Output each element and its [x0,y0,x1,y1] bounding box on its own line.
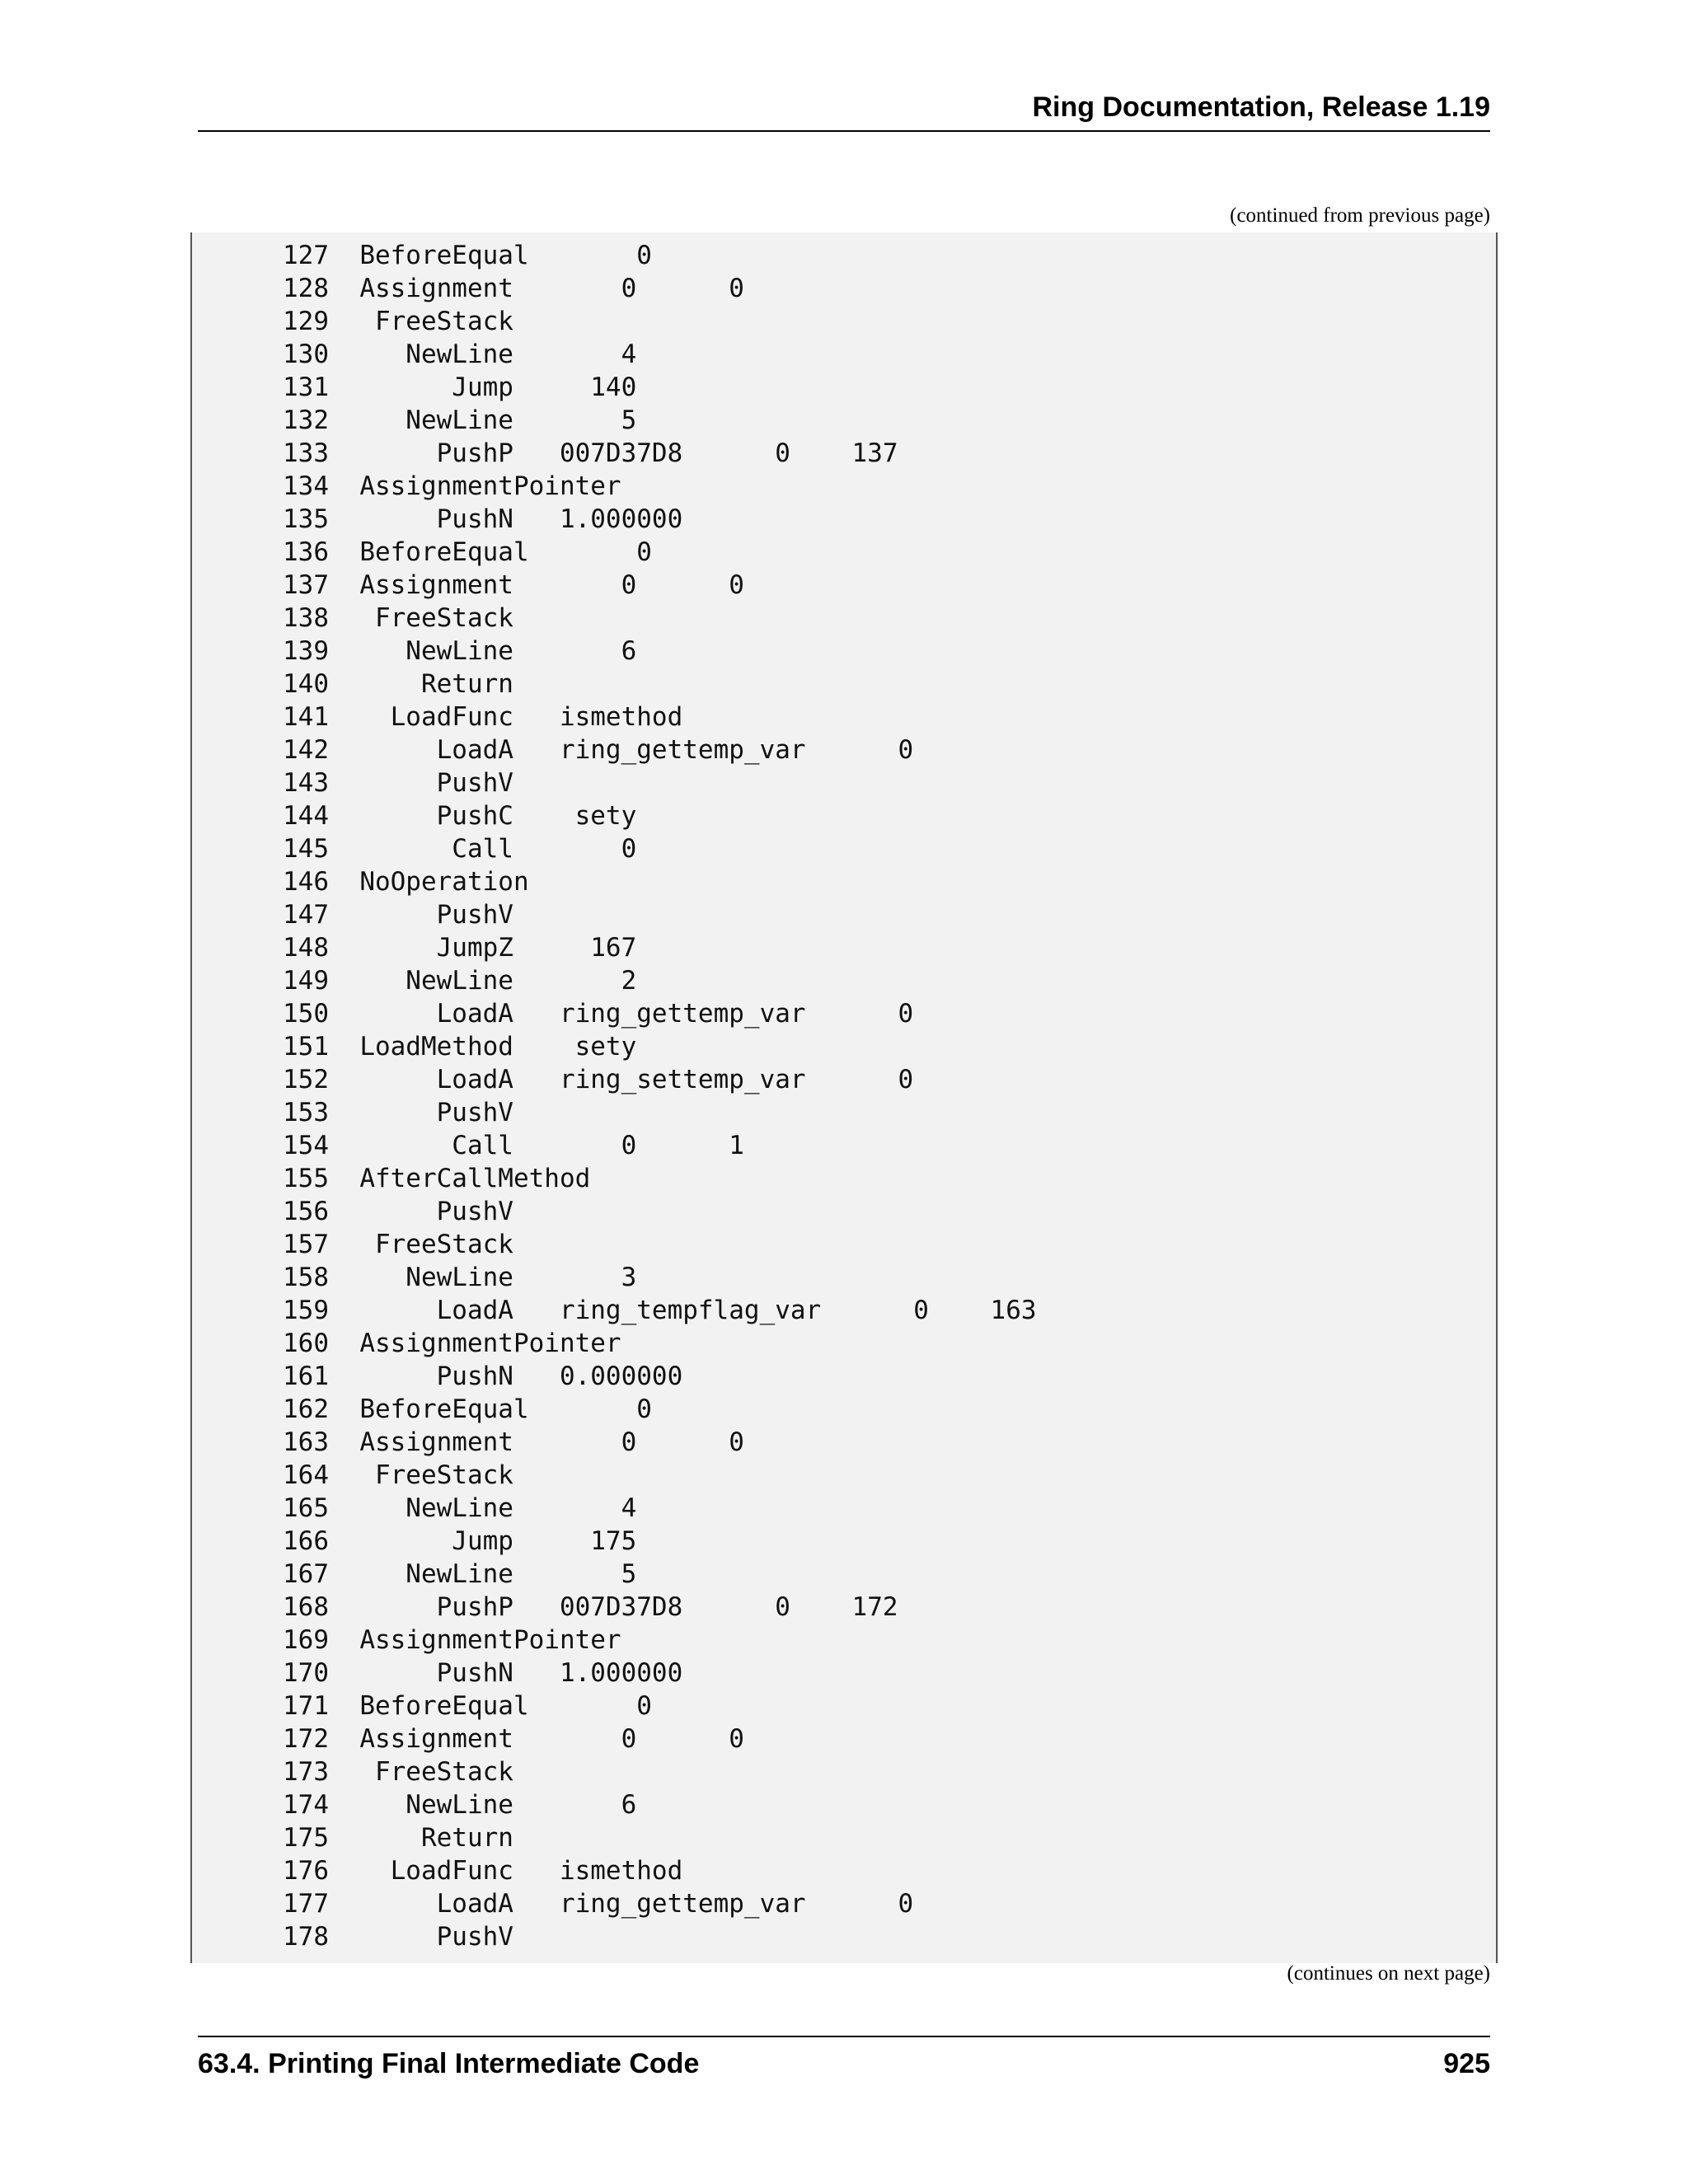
code-line: 157 FreeStack [283,1230,513,1259]
code-line: 134 AssignmentPointer [283,471,621,501]
code-line: 171 BeforeEqual 0 [283,1691,652,1721]
code-line: 163 Assignment 0 0 [283,1427,744,1457]
code-line: 176 LoadFunc ismethod [283,1856,683,1886]
code-line: 141 LoadFunc ismethod [283,702,683,732]
page-header [198,91,1490,132]
code-line: 138 FreeStack [283,603,513,633]
code-line: 129 FreeStack [283,307,513,336]
section-title: 63.4. Printing Final Intermediate Code [198,2048,700,2079]
code-line: 178 PushV [283,1922,513,1952]
page-footer [198,2036,1490,2080]
code-line: 130 NewLine 4 [283,340,637,369]
code-line: 165 NewLine 4 [283,1493,637,1523]
code-line: 159 LoadA ring_tempflag_var 0 163 [283,1296,1037,1325]
code-line: 127 BeforeEqual 0 [283,241,652,270]
code-line: 164 FreeStack [283,1460,513,1490]
code-line: 160 AssignmentPointer [283,1329,621,1358]
code-block [190,232,1498,1963]
continued-from-previous-note: (continued from previous page) [1230,204,1490,227]
code-line: 145 Call 0 [283,834,637,864]
page-number: 925 [1443,2048,1490,2079]
code-line: 136 BeforeEqual 0 [283,537,652,567]
code-line: 175 Return [283,1823,513,1853]
code-line: 151 LoadMethod sety [283,1032,637,1062]
code-line: 177 LoadA ring_gettemp_var 0 [283,1889,914,1919]
code-line: 174 NewLine 6 [283,1790,637,1820]
code-line: 137 Assignment 0 0 [283,570,744,600]
code-line: 169 AssignmentPointer [283,1625,621,1655]
code-line: 150 LoadA ring_gettemp_var 0 [283,999,914,1029]
code-line: 167 NewLine 5 [283,1559,637,1589]
code-line: 128 Assignment 0 0 [283,274,744,303]
code-line: 142 LoadA ring_gettemp_var 0 [283,735,914,765]
code-line: 158 NewLine 3 [283,1263,637,1292]
code-line: 144 PushC sety [283,801,637,831]
code-line: 172 Assignment 0 0 [283,1724,744,1754]
code-line: 155 AfterCallMethod [283,1164,591,1193]
code-line: 139 NewLine 6 [283,636,637,666]
code-line: 153 PushV [283,1098,513,1127]
code-line: 154 Call 0 1 [283,1131,744,1160]
code-line: 149 NewLine 2 [283,966,637,996]
code-line: 133 PushP 007D37D8 0 137 [283,438,898,468]
code-line: 147 PushV [283,900,513,930]
code-line: 135 PushN 1.000000 [283,504,683,534]
code-line: 152 LoadA ring_settemp_var 0 [283,1065,914,1094]
code-line: 170 PushN 1.000000 [283,1658,683,1688]
code-lines [192,239,1496,1953]
code-line: 143 PushV [283,768,513,798]
code-line: 146 NoOperation [283,867,529,897]
code-line: 162 BeforeEqual 0 [283,1394,652,1424]
code-line: 168 PushP 007D37D8 0 172 [283,1592,898,1622]
code-line: 140 Return [283,669,513,699]
code-line: 173 FreeStack [283,1757,513,1787]
code-line: 131 Jump 140 [283,373,637,402]
code-line: 156 PushV [283,1197,513,1226]
code-line: 132 NewLine 5 [283,405,637,435]
code-line: 166 Jump 175 [283,1526,637,1556]
continues-on-next-note: (continues on next page) [1287,1962,1490,1985]
document-title: Ring Documentation, Release 1.19 [1032,91,1490,123]
code-line: 148 JumpZ 167 [283,933,637,963]
code-line: 161 PushN 0.000000 [283,1361,683,1391]
